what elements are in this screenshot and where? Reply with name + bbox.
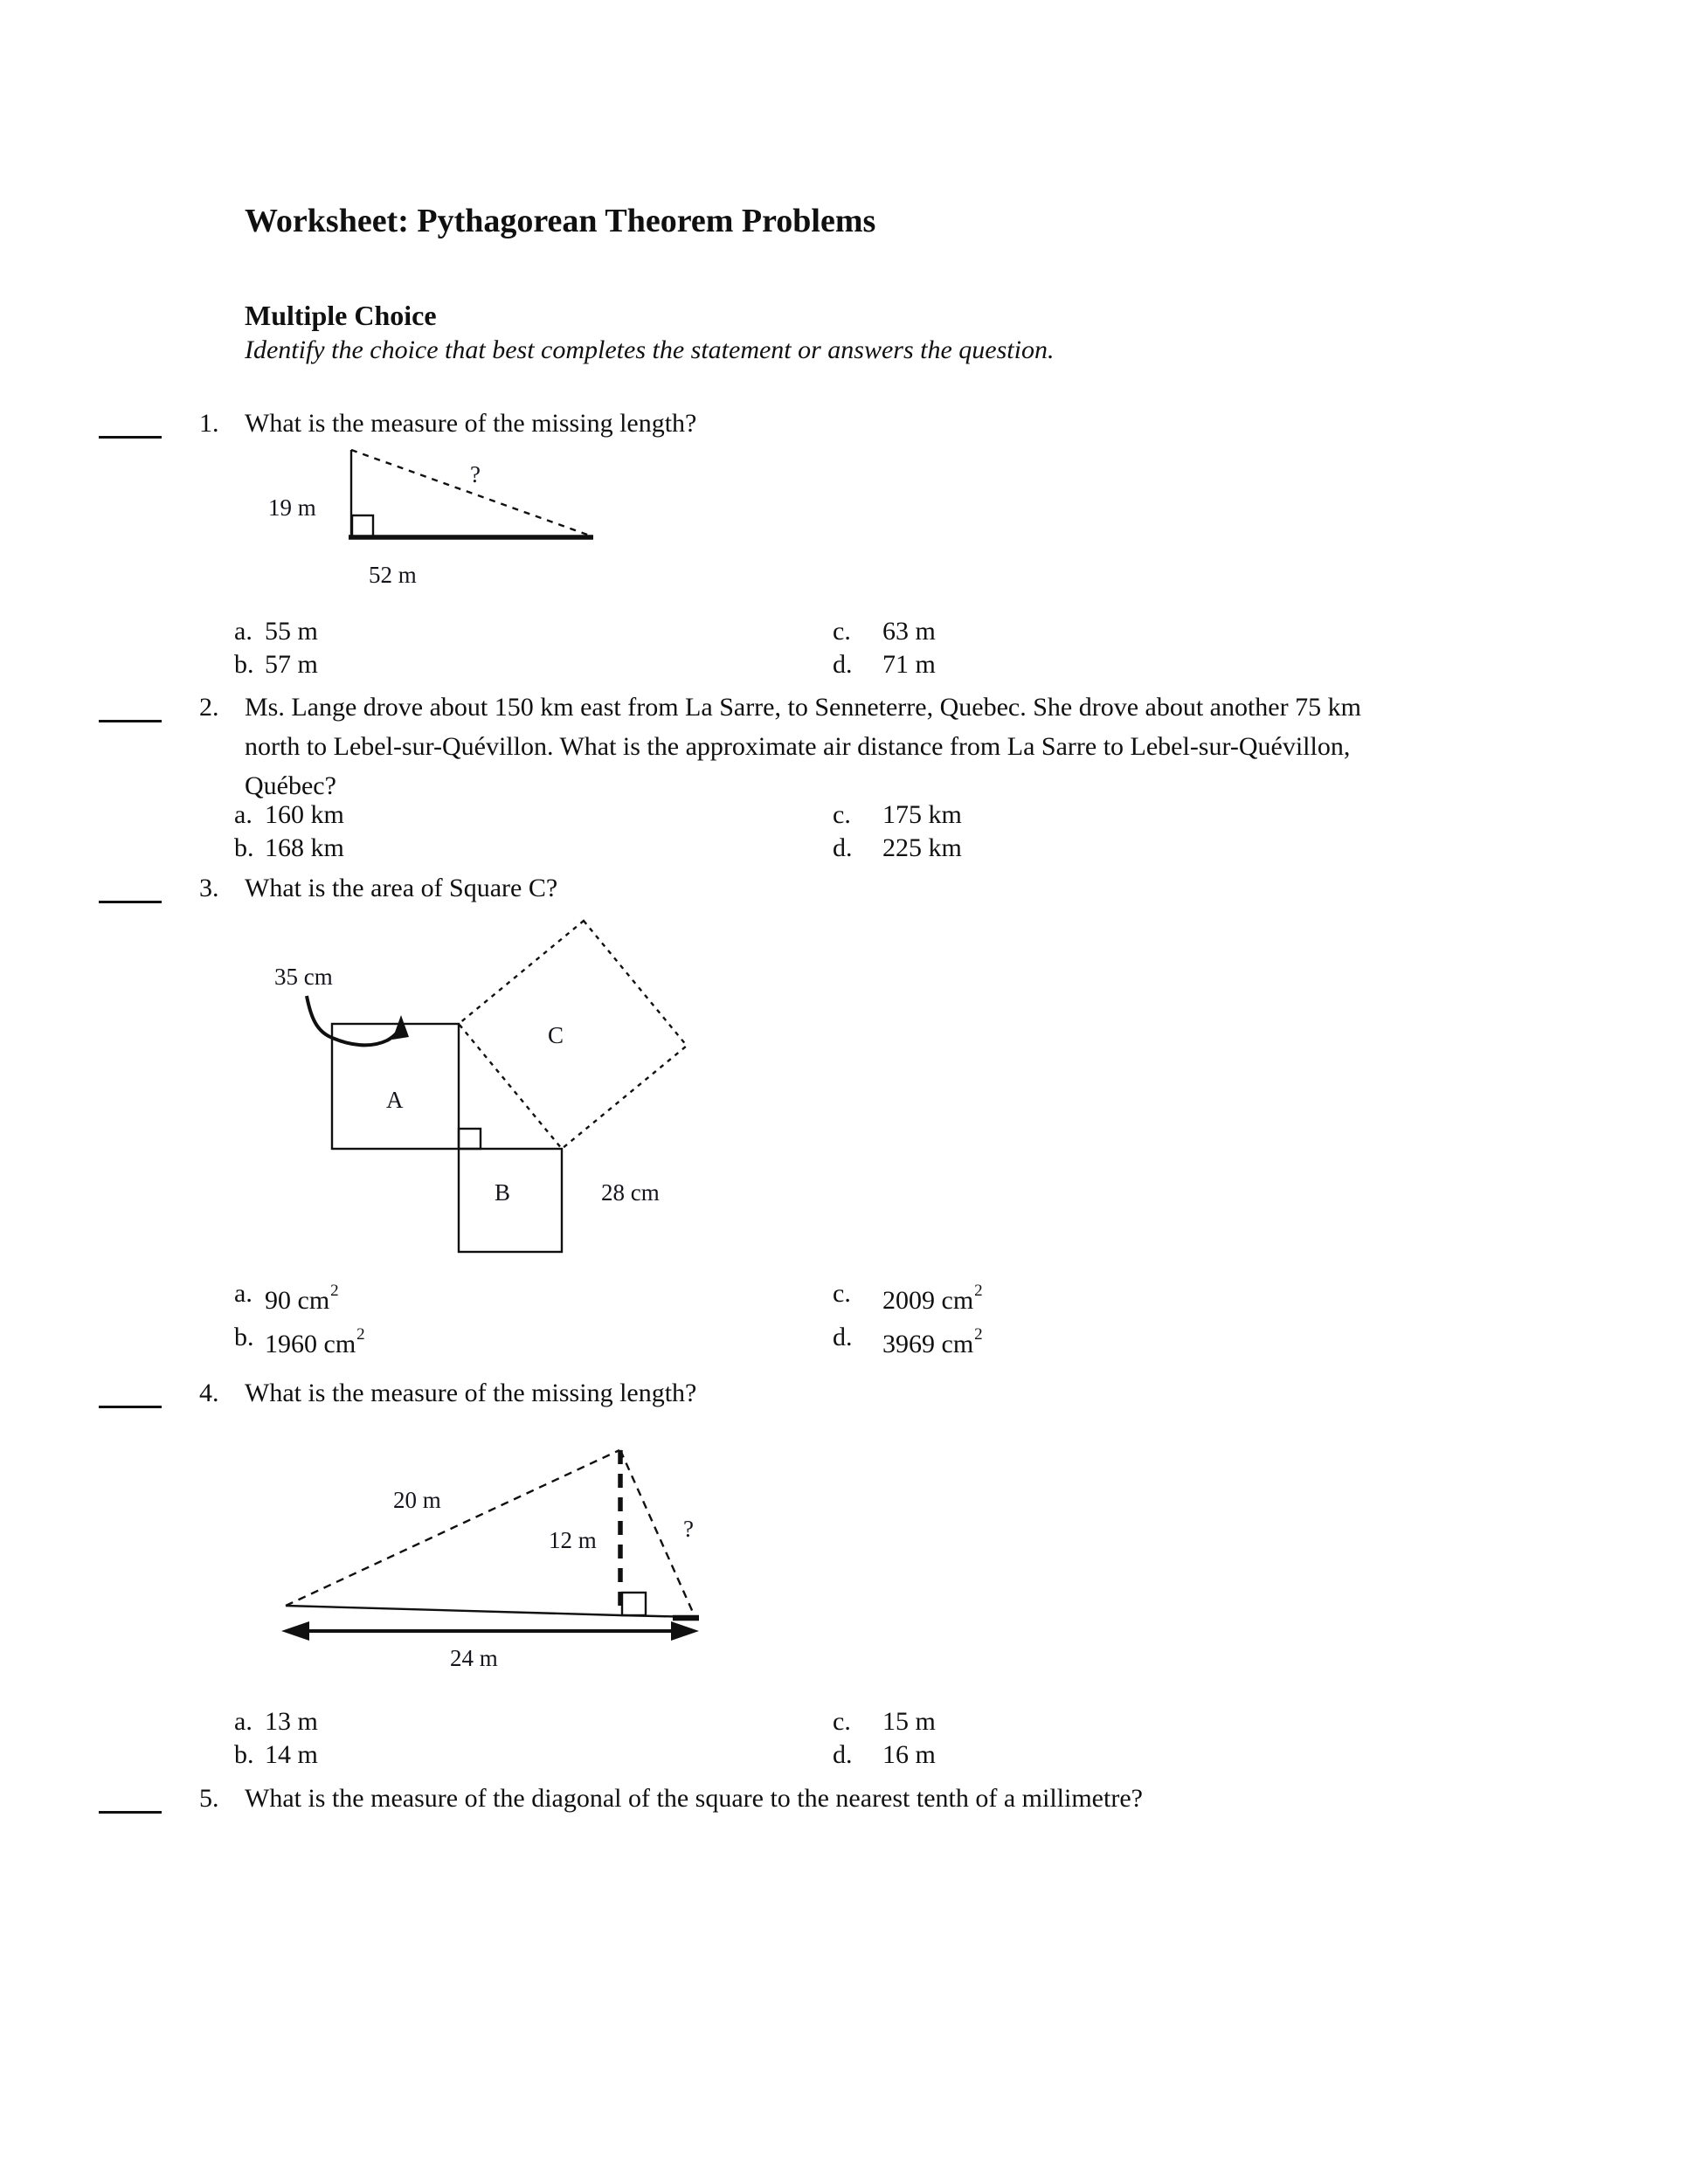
choice-letter: d. <box>833 1323 853 1351</box>
choice-letter: a. <box>234 800 253 829</box>
q4-arrowhead-right <box>671 1621 699 1641</box>
q3-pointer-label: 35 cm <box>274 964 333 990</box>
q4-altitude-label: 12 m <box>549 1527 597 1553</box>
question-text: What is the measure of the missing length? <box>245 1379 697 1407</box>
section-instructions: Identify the choice that best completes the statement or answers the question. <box>245 335 1055 364</box>
question-text-line: Québec? <box>245 771 336 800</box>
choice-letter: c. <box>833 800 851 829</box>
choice-value: 1960 $cm^2$ <box>265 1325 365 1358</box>
choice-d <box>833 1323 983 1358</box>
choice-c <box>833 1707 936 1737</box>
q4-diagram <box>262 1433 725 1690</box>
choice-value: 15 m <box>882 1707 936 1736</box>
q3-right-angle-marker <box>459 1129 481 1149</box>
q3-pointer-arrowhead <box>392 1015 409 1040</box>
choice-value: 55 m <box>265 617 318 646</box>
answer-blank <box>99 1811 162 1814</box>
choice-letter: c. <box>833 617 851 646</box>
question-text: What is the area of Square C? <box>245 874 558 902</box>
choice-letter: a. <box>234 1707 253 1736</box>
choice-b <box>234 650 318 680</box>
choice-a <box>234 1707 318 1737</box>
choice-letter: d. <box>833 833 853 862</box>
choice-letter: a. <box>234 1279 253 1308</box>
q3-square-c-label: C <box>548 1022 564 1048</box>
choice-value: 16 m <box>882 1740 936 1769</box>
choice-b <box>234 1740 318 1770</box>
superscript: 2 <box>356 1325 365 1344</box>
choice-value: 57 m <box>265 650 318 679</box>
choice-d <box>833 650 936 680</box>
choice-value: 160 km <box>265 800 344 829</box>
choice-c <box>833 800 962 830</box>
q4-base-label: 24 m <box>450 1645 498 1671</box>
choice-value: 13 m <box>265 1707 318 1736</box>
choice-letter: b. <box>234 650 254 679</box>
question-number: 5. <box>199 1784 219 1813</box>
question-number: 3. <box>199 874 219 902</box>
choice-value: 175 km <box>882 800 962 829</box>
choice-a <box>234 1279 339 1315</box>
q4-unknown-label: ? <box>683 1516 694 1542</box>
q3-square-b-label: B <box>495 1179 511 1206</box>
answer-blank <box>99 436 162 439</box>
choice-a <box>234 617 318 646</box>
question-text: What is the measure of the diagonal of the square to the nearest tenth of a millimetre? <box>245 1784 1143 1813</box>
choice-value: 2009 $cm^2$ <box>882 1282 983 1315</box>
worksheet-title: Worksheet: Pythagorean Theorem Problems <box>245 203 876 239</box>
choice-letter: d. <box>833 650 853 679</box>
q3-square-c-dashed <box>459 921 687 1149</box>
question-number: 1. <box>199 409 219 438</box>
answer-blank <box>99 1406 162 1408</box>
q3-pointer-arrow <box>307 996 400 1045</box>
q4-arrowhead-left <box>281 1621 309 1641</box>
question-text-line: north to Lebel-sur-Quévillon. What is the approximate air distance from La Sarre to Lebel-sur-Quévillon, <box>245 732 1351 761</box>
question-text-line: Ms. Lange drove about 150 km east from La Sarre, to Senneterre, Quebec. She drove about another 75 km <box>245 693 1361 722</box>
superscript: 2 <box>974 1282 983 1300</box>
q3-square-a-label: A <box>386 1087 404 1113</box>
choice-b <box>234 1323 365 1358</box>
choice-letter: c. <box>833 1279 851 1308</box>
q4-right-angle-marker <box>622 1593 646 1615</box>
choice-value: 3969 $cm^2$ <box>882 1325 983 1358</box>
q3-side-b-label: 28 cm <box>601 1179 660 1206</box>
q4-slant-label: 20 m <box>393 1487 441 1513</box>
choice-c <box>833 617 936 646</box>
choice-letter: b. <box>234 1740 254 1769</box>
choice-letter: b. <box>234 833 254 862</box>
section-heading: Multiple Choice <box>245 300 437 331</box>
answer-blank <box>99 720 162 722</box>
question-number: 2. <box>199 693 219 722</box>
q1-right-angle-marker <box>352 515 373 536</box>
answer-blank <box>99 901 162 903</box>
choice-value: 63 m <box>882 617 936 646</box>
superscript: 2 <box>974 1325 983 1344</box>
q1-diagram <box>258 437 625 598</box>
choice-value: 168 km <box>265 833 344 862</box>
choice-letter: b. <box>234 1323 254 1351</box>
question-number: 4. <box>199 1379 219 1407</box>
q1-base-label: 52 m <box>369 562 417 588</box>
choice-letter: c. <box>833 1707 851 1736</box>
choice-c <box>833 1279 983 1315</box>
superscript: 2 <box>330 1282 339 1300</box>
choice-d <box>833 833 962 863</box>
choice-letter: a. <box>234 617 253 646</box>
choice-value: 71 m <box>882 650 936 679</box>
choice-d <box>833 1740 936 1770</box>
choice-letter: d. <box>833 1740 853 1769</box>
choice-value: 90 $cm^2$ <box>265 1282 339 1315</box>
choice-value: 14 m <box>265 1740 318 1769</box>
q1-hypotenuse-label: ? <box>470 461 481 487</box>
choice-a <box>234 800 344 830</box>
question-text: What is the measure of the missing length? <box>245 409 697 438</box>
choice-value: 225 km <box>882 833 962 862</box>
q3-diagram <box>262 916 699 1265</box>
q1-height-label: 19 m <box>268 494 316 521</box>
choice-b <box>234 833 344 863</box>
